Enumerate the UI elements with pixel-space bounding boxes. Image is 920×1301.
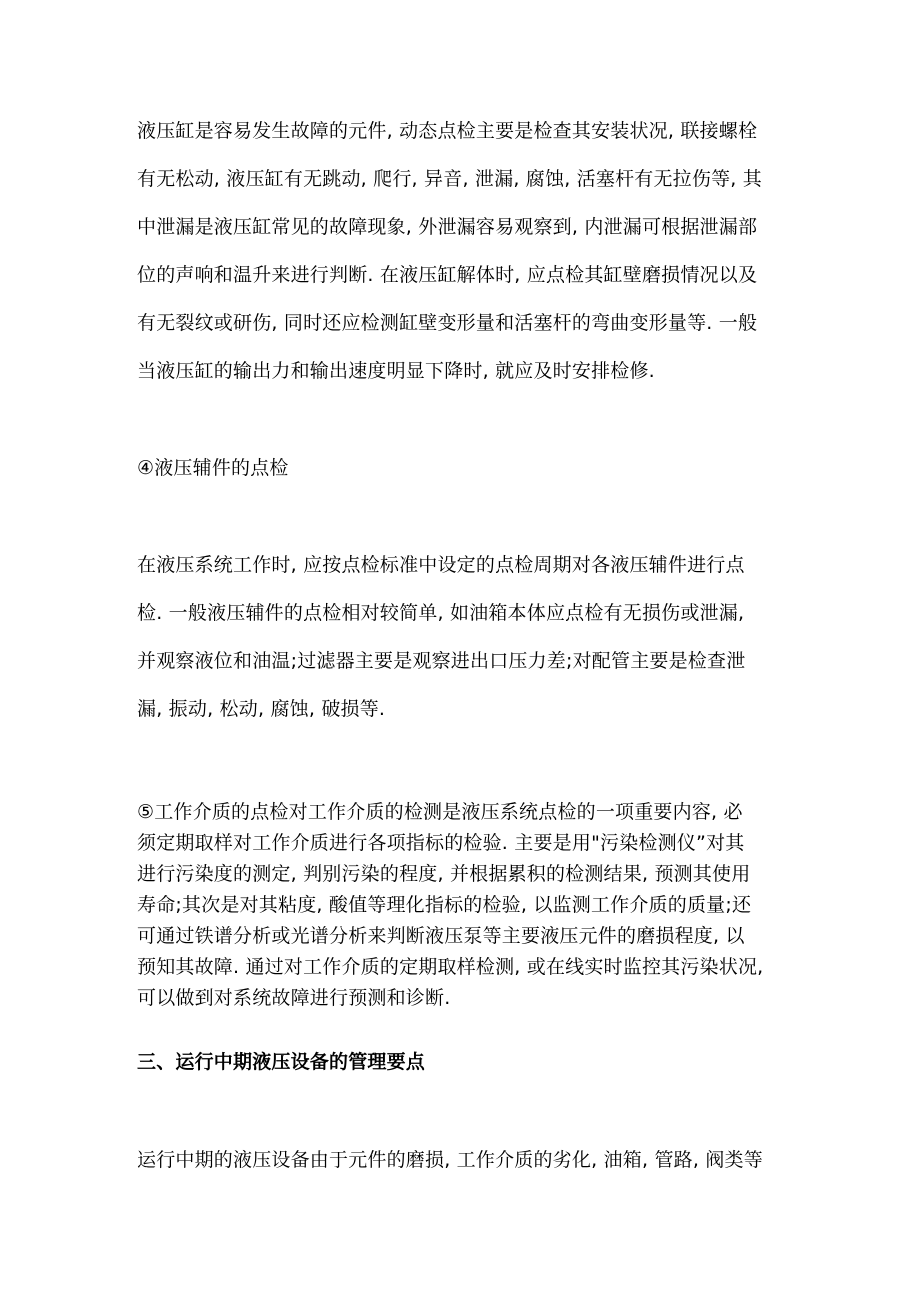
text-line: 并观察液位和油温;过滤器主要是观察进出口压力差;对配管主要是检查泄 (137, 650, 746, 672)
text-line: 进行污染度的测定, 判别污染的程度, 并根据累积的检测结果, 预测其使用 (137, 863, 751, 885)
text-line: 位的声响和温升来进行判断. 在液压缸解体时, 应点检其缸壁磨损情况以及 (137, 264, 758, 286)
text-line: 预知其故障. 通过对工作介质的定期取样检测, 或在线实时监控其污染状况, (137, 956, 764, 978)
text-line: 有无松动, 液压缸有无跳动, 爬行, 异音, 泄漏, 腐蚀, 活塞杆有无拉伤等, 其 (137, 168, 762, 190)
text-line: 可以做到对系统故障进行预测和诊断. (137, 987, 451, 1009)
text-line: 当液压缸的输出力和输出速度明显下降时, 就应及时安排检修. (137, 360, 655, 382)
paragraph-mid-operation (137, 1136, 787, 1184)
paragraph-accessories (137, 541, 787, 733)
text-line: 在液压系统工作时, 应按点检标准中设定的点检周期对各液压辅件进行点 (137, 554, 745, 576)
subheading-text: ④液压辅件的点检 (137, 457, 289, 479)
text-line: 漏, 振动, 松动, 腐蚀, 破损等. (137, 698, 386, 720)
section-title-text: 三、运行中期液压设备的管理要点 (137, 1051, 426, 1073)
text-line: 须定期取样对工作介质进行各项指标的检验. 主要是用"污染检测仪”对其 (137, 832, 745, 854)
text-line: 有无裂纹或研伤, 同时还应检测缸壁变形量和活塞杆的弯曲变形量等. 一般 (137, 312, 758, 334)
paragraph-hydraulic-cylinder (137, 107, 787, 395)
text-line: 中泄漏是液压缸常见的故障现象, 外泄漏容易观察到, 内泄漏可根据泄漏部 (137, 216, 758, 238)
text-line: 寿命;其次是对其粘度, 酸值等理化指标的检验, 以监测工作介质的质量;还 (137, 894, 752, 916)
text-line: 检. 一般液压辅件的点检相对较简单, 如油箱本体应点检有无损伤或泄漏, (137, 602, 745, 624)
text-line: 可通过铁谱分析或光谱分析来判断液压泵等主要液压元件的磨损程度, 以 (137, 925, 745, 947)
text-line: 液压缸是容易发生故障的元件, 动态点检主要是检查其安装状况, 联接螺栓 (137, 120, 758, 142)
text-line: 运行中期的液压设备由于元件的磨损, 工作介质的劣化, 油箱, 管路, 阀类等 (137, 1149, 763, 1171)
text-line: ⑤工作介质的点检对工作介质的检测是液压系统点检的一项重要内容, 必 (137, 801, 743, 823)
paragraph-working-medium (137, 797, 787, 1014)
subheading-accessories (137, 444, 787, 492)
section-title (137, 1038, 787, 1086)
